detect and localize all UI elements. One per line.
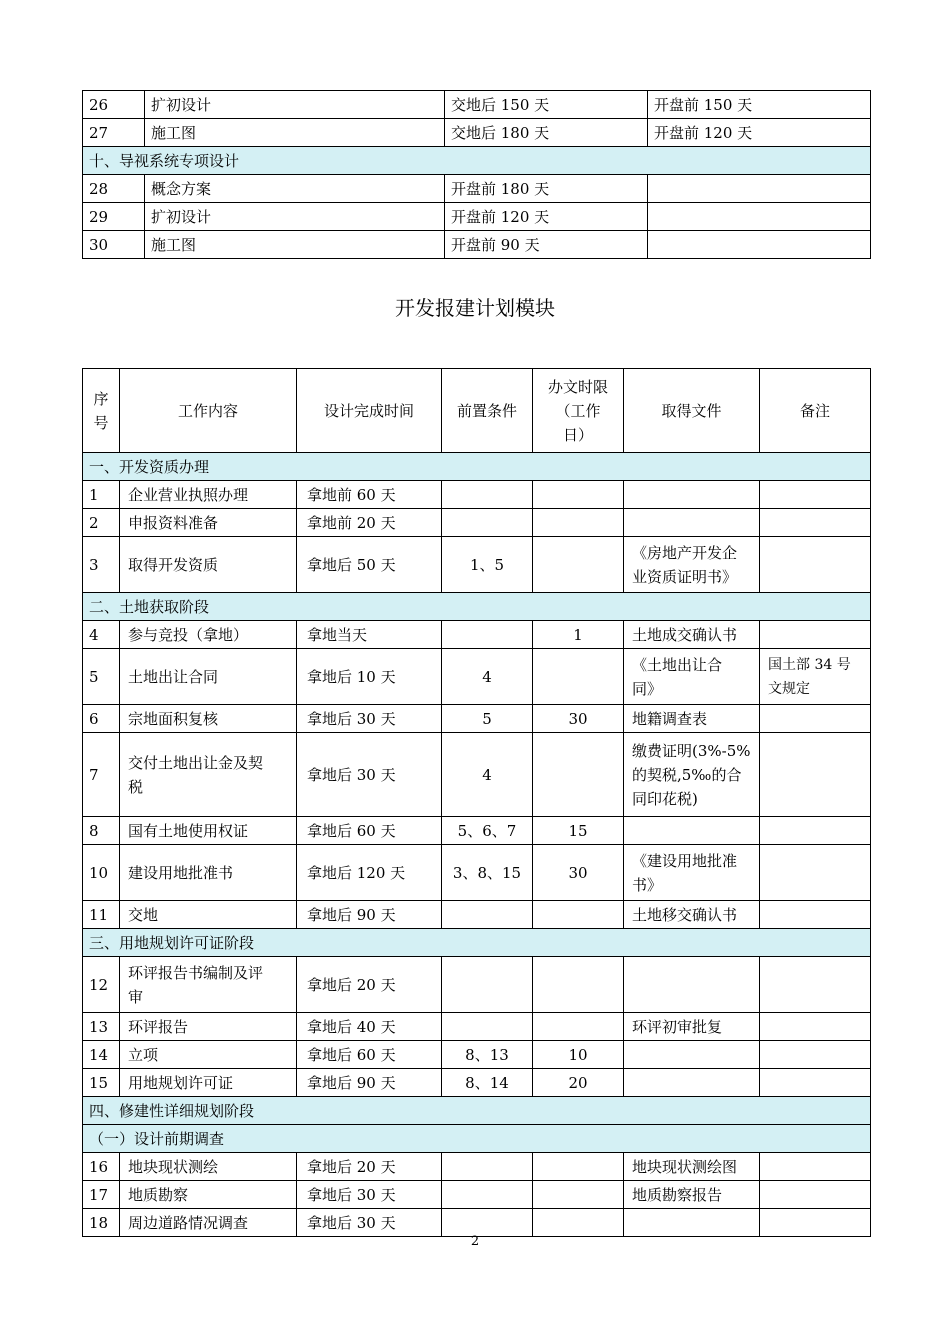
cell-item: 扩初设计	[145, 203, 445, 231]
table-row	[83, 817, 871, 845]
header-prereq: 前置条件	[442, 369, 533, 453]
header-time: 设计完成时间	[297, 369, 442, 453]
cell-content: 土地出让合同	[120, 649, 297, 705]
cell-days	[533, 901, 624, 929]
cell-time: 拿地后 60 天	[297, 817, 442, 845]
cell-days	[533, 957, 624, 1013]
cell-prereq: 8、13	[442, 1041, 533, 1069]
table-row	[83, 119, 871, 147]
cell-no: 1	[83, 481, 120, 509]
cell-days: 15	[533, 817, 624, 845]
cell-prereq	[442, 481, 533, 509]
cell-no: 5	[83, 649, 120, 705]
cell-time: 拿地后 20 天	[297, 1153, 442, 1181]
table-row	[83, 481, 871, 509]
cell-time: 拿地后 60 天	[297, 1041, 442, 1069]
cell-note: 国土部 34 号 文规定	[760, 649, 871, 705]
cell-c3: 开盘前 90 天	[445, 231, 648, 259]
table-row	[83, 705, 871, 733]
table-row	[83, 1013, 871, 1041]
cell-note	[760, 1181, 871, 1209]
cell-doc: 地籍调查表	[624, 705, 760, 733]
table-row	[83, 649, 871, 705]
table-row	[83, 1153, 871, 1181]
cell-content: 立项	[120, 1041, 297, 1069]
cell-time: 拿地后 50 天	[297, 537, 442, 593]
cell-days: 10	[533, 1041, 624, 1069]
cell-content: 企业营业执照办理	[120, 481, 297, 509]
cell-doc: 环评初审批复	[624, 1013, 760, 1041]
cell-prereq	[442, 509, 533, 537]
cell-doc	[624, 1041, 760, 1069]
cell-content: 周边道路情况调查	[120, 1209, 297, 1237]
cell-note	[760, 705, 871, 733]
cell-content: 宗地面积复核	[120, 705, 297, 733]
cell-item: 扩初设计	[145, 91, 445, 119]
header-no: 序 号	[83, 369, 120, 453]
cell-doc: 《土地出让合 同》	[624, 649, 760, 705]
cell-no: 14	[83, 1041, 120, 1069]
cell-time: 拿地前 60 天	[297, 481, 442, 509]
section-row	[83, 593, 871, 621]
design-schedule-table	[82, 90, 871, 259]
cell-doc	[624, 1069, 760, 1097]
cell-note	[760, 1209, 871, 1237]
cell-no: 26	[83, 91, 145, 119]
cell-no: 4	[83, 621, 120, 649]
cell-days	[533, 509, 624, 537]
cell-doc: 《建设用地批准 书》	[624, 845, 760, 901]
cell-doc	[624, 957, 760, 1013]
cell-c3: 交地后 180 天	[445, 119, 648, 147]
cell-prereq	[442, 1181, 533, 1209]
section-row	[83, 1125, 871, 1153]
table-row	[83, 231, 871, 259]
section-row	[83, 453, 871, 481]
cell-no: 7	[83, 733, 120, 817]
cell-days: 1	[533, 621, 624, 649]
cell-c3: 开盘前 120 天	[445, 203, 648, 231]
cell-no: 16	[83, 1153, 120, 1181]
cell-c4: 开盘前 120 天	[648, 119, 871, 147]
cell-days	[533, 733, 624, 817]
cell-time: 拿地后 30 天	[297, 1181, 442, 1209]
cell-doc: 地质勘察报告	[624, 1181, 760, 1209]
cell-c4	[648, 231, 871, 259]
table-row	[83, 91, 871, 119]
cell-no: 28	[83, 175, 145, 203]
cell-time: 拿地当天	[297, 621, 442, 649]
cell-doc: 缴费证明(3%-5% 的契税,5‰的合 同印花税)	[624, 733, 760, 817]
cell-time: 拿地后 30 天	[297, 733, 442, 817]
cell-time: 拿地后 40 天	[297, 1013, 442, 1041]
cell-time: 拿地后 30 天	[297, 705, 442, 733]
cell-no: 11	[83, 901, 120, 929]
section-label: 三、用地规划许可证阶段	[83, 929, 871, 957]
cell-days: 20	[533, 1069, 624, 1097]
cell-content: 国有土地使用权证	[120, 817, 297, 845]
section-label: 二、土地获取阶段	[83, 593, 871, 621]
cell-prereq	[442, 957, 533, 1013]
cell-c3: 交地后 150 天	[445, 91, 648, 119]
header-content: 工作内容	[120, 369, 297, 453]
cell-doc: 土地移交确认书	[624, 901, 760, 929]
cell-note	[760, 1041, 871, 1069]
cell-item: 施工图	[145, 231, 445, 259]
cell-prereq	[442, 621, 533, 649]
cell-days	[533, 1153, 624, 1181]
cell-content: 用地规划许可证	[120, 1069, 297, 1097]
cell-item: 施工图	[145, 119, 445, 147]
cell-time: 拿地后 90 天	[297, 901, 442, 929]
cell-days	[533, 481, 624, 509]
table-row	[83, 845, 871, 901]
cell-note	[760, 845, 871, 901]
cell-doc	[624, 481, 760, 509]
cell-no: 3	[83, 537, 120, 593]
section-row	[83, 929, 871, 957]
section-label: 一、开发资质办理	[83, 453, 871, 481]
cell-content: 建设用地批准书	[120, 845, 297, 901]
cell-prereq	[442, 1153, 533, 1181]
cell-doc	[624, 509, 760, 537]
cell-content: 交地	[120, 901, 297, 929]
cell-no: 18	[83, 1209, 120, 1237]
cell-prereq	[442, 901, 533, 929]
cell-c4	[648, 175, 871, 203]
cell-days	[533, 1209, 624, 1237]
cell-no: 8	[83, 817, 120, 845]
cell-prereq: 5	[442, 705, 533, 733]
cell-note	[760, 957, 871, 1013]
cell-time: 拿地前 20 天	[297, 509, 442, 537]
cell-content: 环评报告书编制及评 审	[120, 957, 297, 1013]
cell-days: 30	[533, 845, 624, 901]
table-row	[83, 733, 871, 817]
section-label: （一）设计前期调查	[83, 1125, 871, 1153]
table-row	[83, 537, 871, 593]
cell-doc	[624, 817, 760, 845]
cell-content: 取得开发资质	[120, 537, 297, 593]
cell-content: 环评报告	[120, 1013, 297, 1041]
cell-days: 30	[533, 705, 624, 733]
cell-no: 12	[83, 957, 120, 1013]
table-row	[83, 957, 871, 1013]
cell-note	[760, 621, 871, 649]
cell-time: 拿地后 20 天	[297, 957, 442, 1013]
cell-no: 29	[83, 203, 145, 231]
cell-prereq	[442, 1209, 533, 1237]
cell-prereq: 8、14	[442, 1069, 533, 1097]
cell-note	[760, 733, 871, 817]
cell-days	[533, 1181, 624, 1209]
cell-days	[533, 537, 624, 593]
cell-no: 13	[83, 1013, 120, 1041]
cell-content: 地质勘察	[120, 1181, 297, 1209]
section-label: 四、修建性详细规划阶段	[83, 1097, 871, 1125]
cell-prereq	[442, 1013, 533, 1041]
cell-content: 参与竞投（拿地）	[120, 621, 297, 649]
cell-note	[760, 1013, 871, 1041]
cell-note	[760, 509, 871, 537]
cell-prereq: 1、5	[442, 537, 533, 593]
cell-days	[533, 649, 624, 705]
cell-prereq: 5、6、7	[442, 817, 533, 845]
table-row	[83, 901, 871, 929]
cell-no: 27	[83, 119, 145, 147]
table-row	[83, 1209, 871, 1237]
cell-no: 15	[83, 1069, 120, 1097]
table-header-row	[83, 369, 871, 453]
table-row	[83, 203, 871, 231]
section-row	[83, 1097, 871, 1125]
permit-plan-table	[82, 368, 871, 1237]
cell-prereq: 4	[442, 649, 533, 705]
cell-time: 拿地后 10 天	[297, 649, 442, 705]
cell-note	[760, 1153, 871, 1181]
cell-prereq: 4	[442, 733, 533, 817]
table-row	[83, 1181, 871, 1209]
cell-no: 17	[83, 1181, 120, 1209]
cell-c3: 开盘前 180 天	[445, 175, 648, 203]
cell-no: 2	[83, 509, 120, 537]
cell-time: 拿地后 120 天	[297, 845, 442, 901]
header-days: 办文时限 （工作 日）	[533, 369, 624, 453]
cell-days	[533, 1013, 624, 1041]
cell-item: 概念方案	[145, 175, 445, 203]
cell-note	[760, 537, 871, 593]
cell-content: 申报资料准备	[120, 509, 297, 537]
cell-note	[760, 901, 871, 929]
header-doc: 取得文件	[624, 369, 760, 453]
cell-doc: 地块现状测绘图	[624, 1153, 760, 1181]
table-row	[83, 621, 871, 649]
cell-time: 拿地后 30 天	[297, 1209, 442, 1237]
header-note: 备注	[760, 369, 871, 453]
cell-content: 交付土地出让金及契 税	[120, 733, 297, 817]
cell-c4: 开盘前 150 天	[648, 91, 871, 119]
module-title: 开发报建计划模块	[395, 296, 555, 320]
table-row	[83, 509, 871, 537]
cell-no: 6	[83, 705, 120, 733]
cell-note	[760, 817, 871, 845]
table-row	[83, 1041, 871, 1069]
cell-time: 拿地后 90 天	[297, 1069, 442, 1097]
cell-note	[760, 481, 871, 509]
page-number: 2	[470, 1234, 480, 1249]
cell-no: 10	[83, 845, 120, 901]
cell-doc: 土地成交确认书	[624, 621, 760, 649]
section-label: 十、导视系统专项设计	[83, 147, 871, 175]
cell-note	[760, 1069, 871, 1097]
table-row	[83, 1069, 871, 1097]
cell-doc	[624, 1209, 760, 1237]
cell-doc: 《房地产开发企 业资质证明书》	[624, 537, 760, 593]
section-row	[83, 147, 871, 175]
table-row	[83, 175, 871, 203]
cell-prereq: 3、8、15	[442, 845, 533, 901]
cell-content: 地块现状测绘	[120, 1153, 297, 1181]
cell-c4	[648, 203, 871, 231]
cell-no: 30	[83, 231, 145, 259]
